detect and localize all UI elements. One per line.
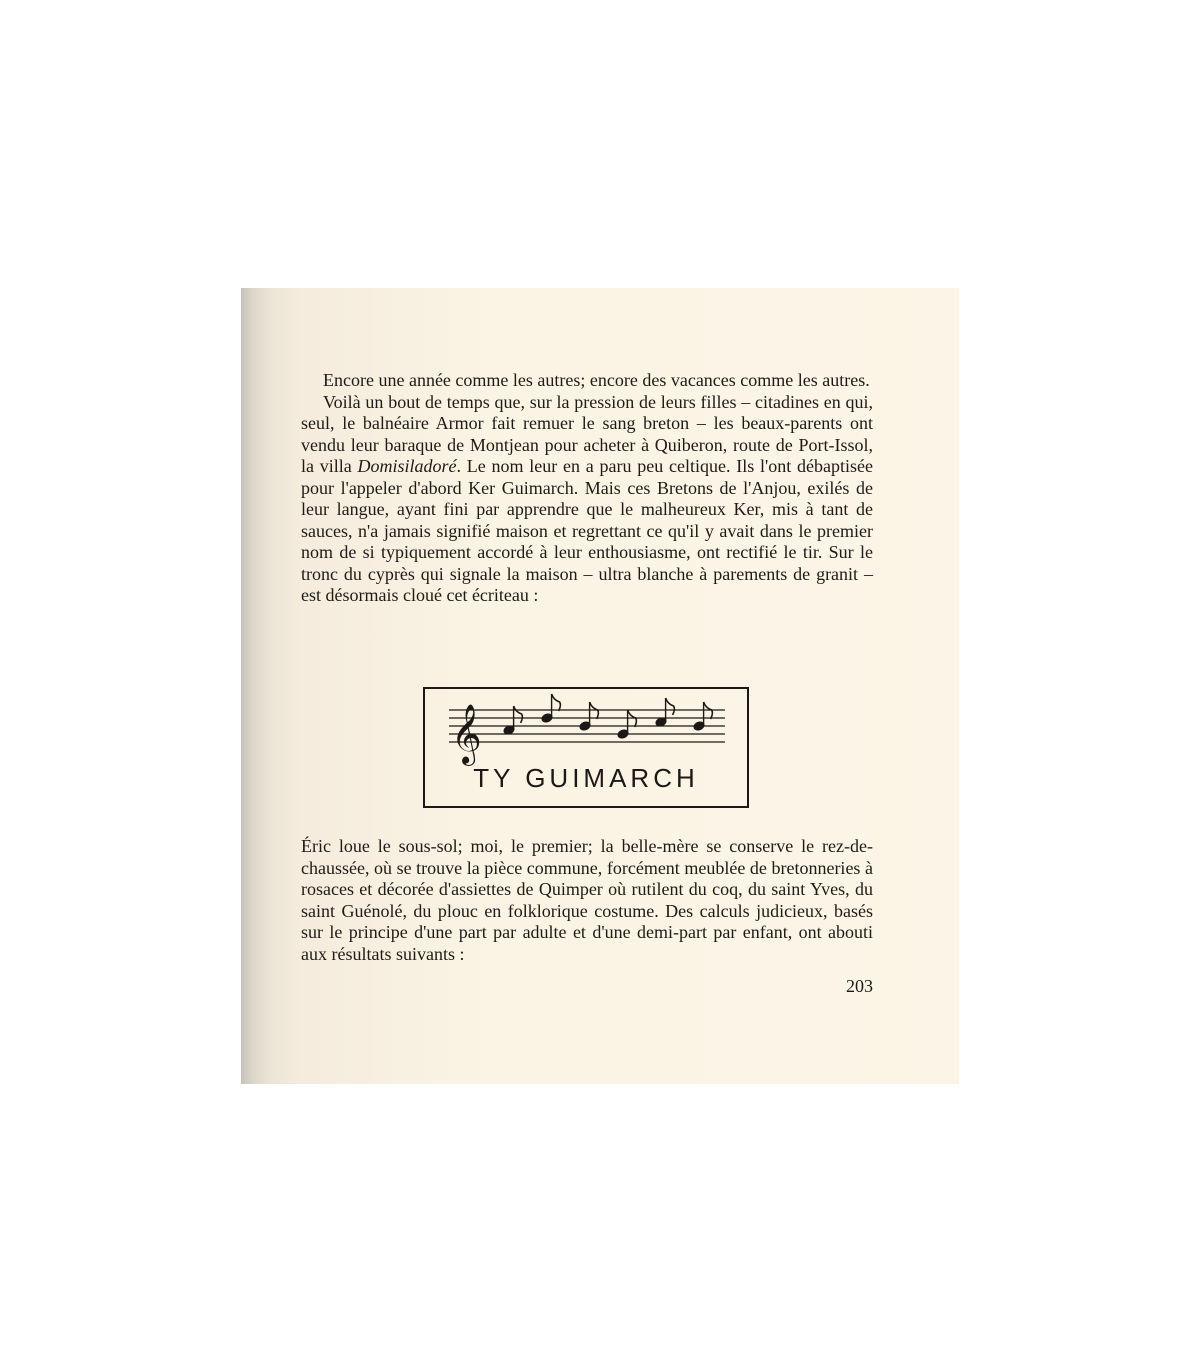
note-flag [552, 694, 561, 711]
text-block-bottom [301, 836, 873, 965]
paragraph-3: Éric loue le sous-sol; moi, le premier; la belle-mère se conserve le rez-de-chaussée, où se trouve la pièce commune, forcément meublée de bretonneries à rosaces et décorée d'assiettes de Quimper où rutilent du coq, du saint Yves, du saint Guénolé, du plouc en folklorique costume. Des calculs judicieux, basés sur le principe d'une part par adulte et d'une demi-part par enfant, ont abouti aux résultats suivants : [301, 836, 873, 964]
page-number: 203 [846, 976, 873, 996]
scanned-page [241, 288, 959, 1084]
paragraph-2: Voilà un bout de temps que, sur la pression de leurs filles – citadines en qui, seul, le balnéaire Armor fait remuer le sang breton – les beaux-parents ont vendu leur baraque de Montjean pour acheter à Quiberon, route de Port-Issol, la villa Domisiladoré. Le nom leur en a paru peu celtique. Ils l'ont débaptisée pour l'appeler d'abord Ker Guimarch. Mais ces Bretons de l'Anjou, exilés de leur langue, ayant fini par apprendre que le malheureux Ker, mis à tant de sauces, n'a jamais signifié maison et regrettant ce qu'il y avait dans le premier nom de si typiquement accordé à leur enthousiasme, ont rectifié le tir. Sur le tronc du cyprès qui signale la maison – ultra blanche à parements de granit – est désormais cloué cet écriteau : [301, 391, 873, 605]
sign-name: TY GUIMARCH [473, 763, 699, 793]
villa-name: Domisiladoré [357, 456, 457, 476]
paragraph-1: Encore une année comme les autres; encore des vacances comme les autres. [323, 370, 870, 390]
sign-board [423, 687, 749, 808]
note-flag [666, 698, 675, 715]
note-flag [514, 706, 523, 723]
text-block-top [301, 370, 873, 607]
treble-clef-icon: 𝄞 [451, 704, 482, 764]
